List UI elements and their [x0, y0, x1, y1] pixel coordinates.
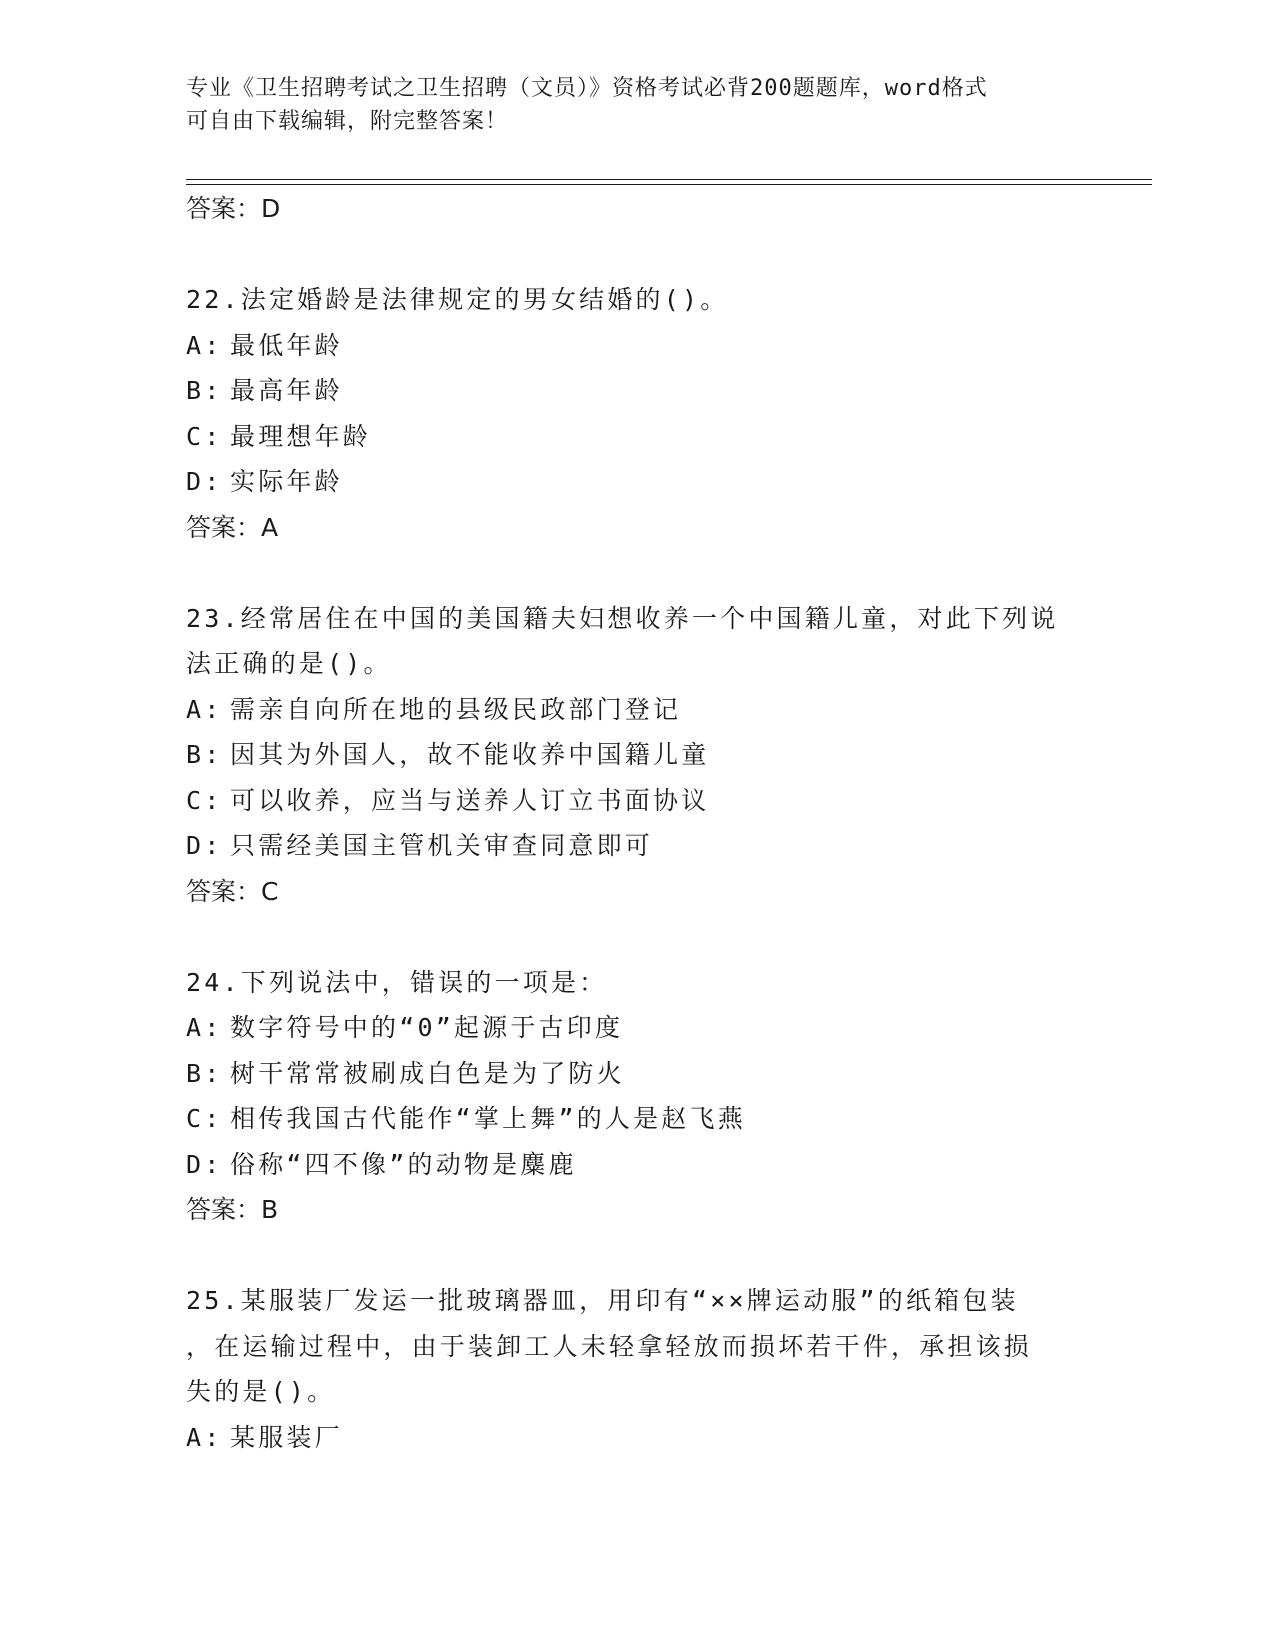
option-text: 某服装厂 [230, 1422, 343, 1452]
question-23-option-d [186, 823, 1086, 869]
option-letter: A: [186, 694, 223, 724]
option-letter: D: [186, 1149, 223, 1179]
option-text: 最理想年龄 [230, 421, 372, 451]
question-24-option-c [186, 1096, 1086, 1142]
option-letter: C: [186, 785, 223, 815]
header-title-line-1: 专业《卫生招聘考试之卫生招聘（文员）》资格考试必背200题题库，word格式 [186, 76, 988, 101]
header-divider-top [186, 179, 1152, 180]
option-letter: A: [186, 1013, 223, 1042]
question-25-option-a [186, 1415, 1086, 1461]
question-25-text-line-2: ，在运输过程中，由于装卸工人未轻拿轻放而损坏若干件，承担该损 [186, 1331, 1033, 1361]
option-text: 相传我国古代能作“掌上舞”的人是赵飞燕 [230, 1104, 746, 1133]
option-text: 数字符号中的“0”起源于古印度 [230, 1013, 624, 1042]
spacer [186, 550, 1086, 596]
question-23 [186, 596, 1086, 914]
document-header [186, 72, 1066, 138]
option-text: 树干常常被刷成白色是为了防火 [230, 1058, 625, 1088]
spacer [186, 1232, 1086, 1278]
option-letter: C: [186, 421, 223, 451]
option-text: 俗称“四不像”的动物是麋鹿 [230, 1149, 577, 1179]
question-24-option-b [186, 1051, 1086, 1097]
question-24-option-d [186, 1142, 1086, 1188]
spacer [186, 914, 1086, 960]
question-22-option-a [186, 323, 1086, 369]
option-letter: D: [186, 831, 223, 860]
question-23-answer: 答案：C [186, 876, 279, 906]
header-title-line-2: 可自由下载编辑，附完整答案！ [186, 109, 509, 134]
option-letter: A: [186, 1422, 223, 1452]
question-24-answer: 答案：B [186, 1195, 279, 1224]
question-25-text-line-1: 25.某服装厂发运一批玻璃器皿，用印有“××牌运动服”的纸箱包装 [186, 1286, 1019, 1315]
option-letter: D: [186, 467, 223, 496]
question-list [186, 186, 1086, 1460]
question-22-answer: 答案：A [186, 512, 279, 542]
option-letter: B: [186, 376, 223, 405]
question-22-option-d [186, 459, 1086, 505]
option-letter: C: [186, 1104, 223, 1133]
question-22 [186, 277, 1086, 550]
question-22-option-c [186, 414, 1086, 460]
option-text: 最高年龄 [230, 376, 343, 405]
option-text: 实际年龄 [230, 467, 343, 496]
question-24 [186, 960, 1086, 1233]
option-text: 只需经美国主管机关审查同意即可 [230, 831, 654, 860]
option-text: 可以收养，应当与送养人订立书面协议 [230, 785, 710, 815]
question-22-text: 22.法定婚龄是法律规定的男女结婚的()。 [186, 285, 729, 314]
question-23-text-line-2: 法正确的是()。 [186, 649, 392, 678]
spacer [186, 231, 1086, 277]
question-23-option-a [186, 687, 1086, 733]
question-24-text: 24.下列说法中，错误的一项是： [186, 967, 608, 997]
header-divider-bottom [186, 184, 1152, 185]
option-text: 最低年龄 [230, 330, 343, 360]
question-23-option-b [186, 732, 1086, 778]
question-23-option-c [186, 778, 1086, 824]
question-23-text-line-1: 23.经常居住在中国的美国籍夫妇想收养一个中国籍儿童，对此下列说 [186, 603, 1059, 633]
question-25-text-line-3: 失的是()。 [186, 1377, 336, 1406]
option-text: 因其为外国人，故不能收养中国籍儿童 [230, 740, 710, 769]
option-letter: A: [186, 330, 223, 360]
option-text: 需亲自向所在地的县级民政部门登记 [230, 694, 682, 724]
option-letter: B: [186, 1058, 223, 1088]
answer-previous-question: 答案：D [186, 194, 281, 223]
question-25 [186, 1278, 1086, 1460]
question-24-option-a [186, 1005, 1086, 1051]
option-letter: B: [186, 740, 223, 769]
question-22-option-b [186, 368, 1086, 414]
